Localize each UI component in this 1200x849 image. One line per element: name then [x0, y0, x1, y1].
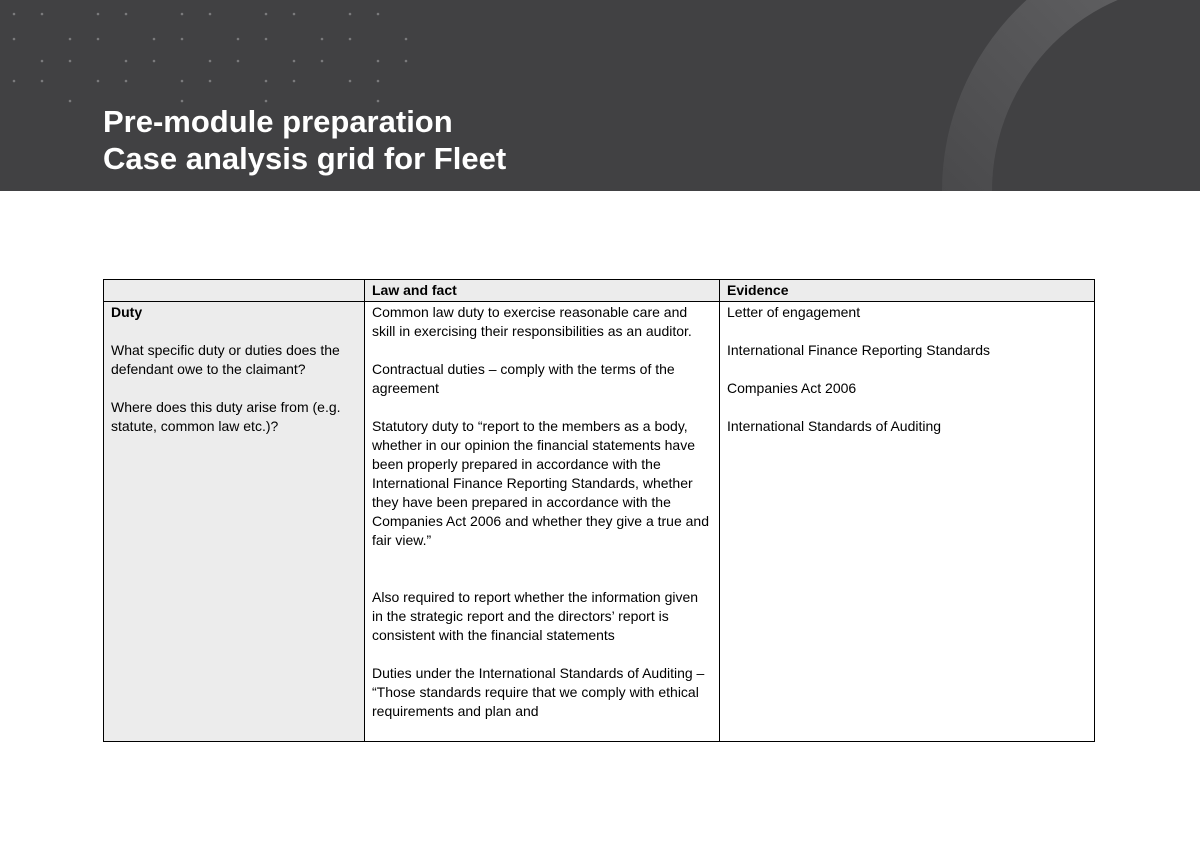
page-header [0, 0, 1200, 191]
evidence-cell [720, 302, 1095, 742]
evidence-item: Companies Act 2006 [727, 380, 857, 396]
evidence-item: International Finance Reporting Standards [727, 342, 991, 358]
table-row [104, 302, 1095, 742]
evidence-item: Letter of engagement [727, 304, 861, 320]
title-line-2: Case analysis grid for Fleet [103, 141, 507, 176]
law-and-fact-cell [365, 302, 720, 742]
law-fact-paragraph: Duties under the International Standards of Auditing – “Those standards require that we comply with ethical requirements and plan and [372, 665, 705, 719]
column-header-evidence: Evidence [720, 280, 1095, 302]
case-analysis-table [103, 279, 1095, 742]
row-label: Duty [111, 304, 143, 320]
page-title [103, 103, 506, 177]
row-label-cell [104, 302, 365, 742]
law-fact-paragraph: Also required to report whether the information given in the strategic report and the directors’ report is consistent with the financial statements [372, 589, 699, 643]
title-line-1: Pre-module preparation [103, 104, 453, 139]
law-fact-paragraph: Statutory duty to “report to the members as a body, whether in our opinion the financial statements have been properly prepared in accordance with the International Finance Reporting Standards, whether they have been prepared in accordance with the Companies Act 2006 and whether they give a true and fair view.” [372, 418, 709, 548]
law-fact-paragraph: Contractual duties – comply with the terms of the agreement [372, 361, 675, 396]
evidence-item: International Standards of Auditing [727, 418, 942, 434]
question-text: What specific duty or duties does the defendant owe to the claimant? [111, 342, 340, 377]
column-header-blank [104, 280, 365, 302]
law-fact-paragraph: Common law duty to exercise reasonable care and skill in exercising their responsibilities as an auditor. [372, 304, 692, 339]
column-header-law-and-fact: Law and fact [365, 280, 720, 302]
table-header-row [104, 280, 1095, 302]
question-text: Where does this duty arise from (e.g. statute, common law etc.)? [111, 399, 341, 434]
